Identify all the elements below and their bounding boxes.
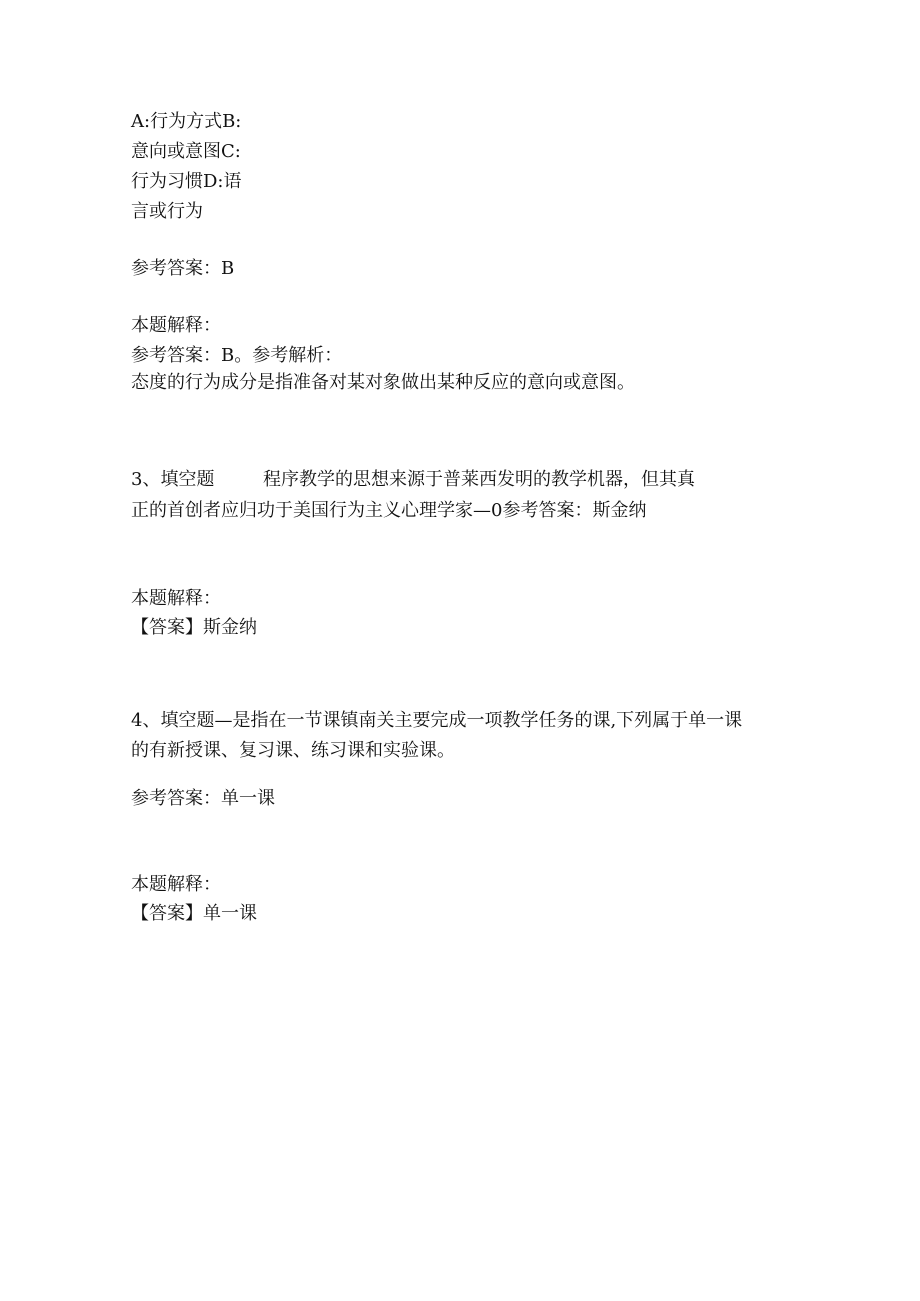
q4-explanation-answer: 【答案】单一课 — [131, 903, 257, 924]
q2-explanation-line-1: 参考答案：B。参考解析： — [131, 345, 343, 366]
q3-stem-line-2: 正的首创者应归功于美国行为主义心理学家—0参考答案：斯金纳 — [131, 500, 647, 521]
q3-label: 3、填空题 — [131, 469, 215, 490]
q2-explanation-line-2: 态度的行为成分是指准备对某对象做出某种反应的意向或意图。 — [131, 372, 635, 393]
option-line-d: 言或行为 — [131, 201, 203, 222]
q3-explanation-answer: 【答案】斯金纳 — [131, 617, 257, 638]
option-line-b-c: 意向或意图C: — [131, 141, 241, 162]
q4-stem-line-1: 4、填空题—是指在一节课镇南关主要完成一项教学任务的课,下列属于单一课 — [131, 710, 743, 731]
option-line-a-b: A:行为方式B: — [131, 111, 242, 132]
q2-explanation-heading: 本题解释： — [131, 315, 221, 336]
q4-explanation-heading: 本题解释： — [131, 874, 221, 895]
q4-answer: 参考答案：单一课 — [131, 788, 275, 809]
q3-stem-line-1: 程序教学的思想来源于普莱西发明的教学机器，但其真 — [263, 469, 695, 490]
option-line-c-d: 行为习惯D:语 — [131, 171, 242, 192]
q3-explanation-heading: 本题解释： — [131, 588, 221, 609]
q4-stem-line-2: 的有新授课、复习课、练习课和实验课。 — [131, 740, 455, 761]
q2-answer: 参考答案：B — [131, 258, 235, 279]
